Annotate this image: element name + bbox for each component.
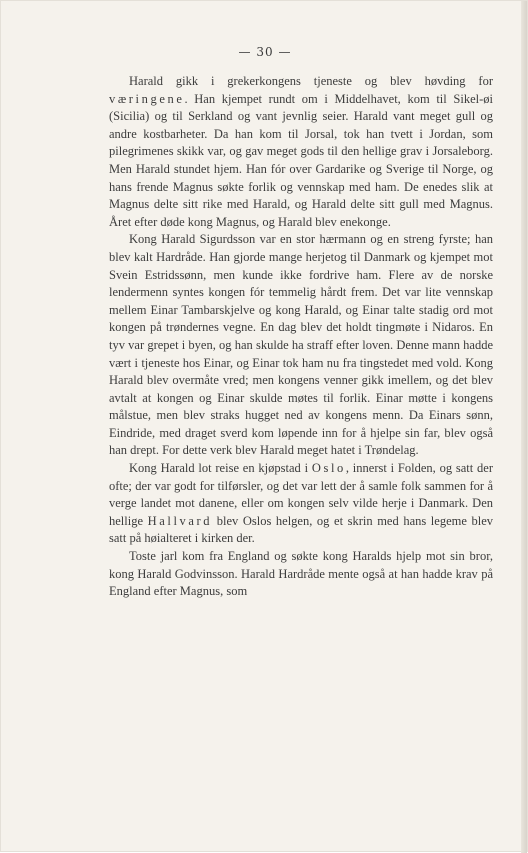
text-segment: Harald gikk i grekerkongens tjeneste og blev høvding for — [129, 74, 493, 88]
text-segment: . Han kjempet rundt om i Middelhavet, kom til Sikel-øi (Sicilia) og til Serkland og vant jevnlig seier. Harald vant meget gull og andre kostbarheter. Da han kom til Jorsal, tok han tvett i Jordan, som pilegrimenes skikk var, og gav meget gods til den hellige grav i Jorsaleborg. Men Harald stundet hjem. Han fór over Gardarike og Sverige til Norge, og hans frende Magnus søkte forlik og vennskap med ham. De enedes slik at Magnus delte sitt rike med Harald, og Harald delte sitt gull med Magnus. Året efter døde kong Magnus, og Harald blev enekonge. — [109, 91, 493, 229]
text-segment: Toste jarl kom fra England og søkte kong Haralds hjelp mot sin bror, kong Harald Godvinsson. Harald Hardråde mente også at han hadde krav på England efter Magnus, som — [109, 549, 493, 599]
text-segment: , innerst i Folden, og satt der ofte; der var godt for tilførsler, og det var lett der å samle folk sammen for å verge landet mot danene, eller om kongen selv vilde herje i Danmark. Den hellige — [109, 461, 493, 528]
paragraph — [109, 548, 493, 601]
page-spine-shadow — [521, 1, 527, 853]
body-text — [109, 73, 493, 601]
paragraph — [109, 231, 493, 460]
emphasized-word: Oslo — [311, 461, 346, 476]
text-segment: Kong Harald lot reise en kjøpstad i — [129, 461, 312, 476]
paragraph — [109, 73, 493, 231]
paragraph — [109, 460, 493, 548]
emphasized-word: Hallvard — [147, 513, 213, 528]
page-number: — 30 — — [238, 45, 292, 59]
text-segment: Kong Harald Sigurdsson var en stor hærmann og en streng fyrste; han blev kalt Hardråde. Han gjorde mange herjetog til Danmark og kjempet mot Svein Estridssønn, men kunde ikke fordrive ham. Flere av de norske lendermenn syntes kongen fór temmelig hårdt frem. Det var lite vennskap mellem Einar Tambarskjelve og kong Harald, og Einar talte stadig ord mot kongen på trøndernes vegne. En dag blev det holdt tingmøte i Nidaros. En tyv var grepet i byen, og han skulde ha straff efter loven. Denne mann hadde vært i tjeneste hos Einar, og Einar tok ham nu fra tingstedet med vold. Kong Harald blev overmåte vred; men kongens venner gikk imellem, og det blev avtalt at kongen og Einar skulde møtes til forlik. Einar møtte i kongens målstue, men blev straks hugget ned av kongens menn. Da Einars sønn, Eindride, med draget sverd kom løpende inn for å hjelpe sin far, blev også han drept. For dette verk blev Harald meget hatet i Trøndelag. — [109, 232, 493, 458]
text-segment: blev Oslos helgen, og et skrin med hans legeme blev satt på høialteret i kirken der. — [109, 513, 494, 546]
emphasized-word: væringene — [109, 91, 185, 106]
